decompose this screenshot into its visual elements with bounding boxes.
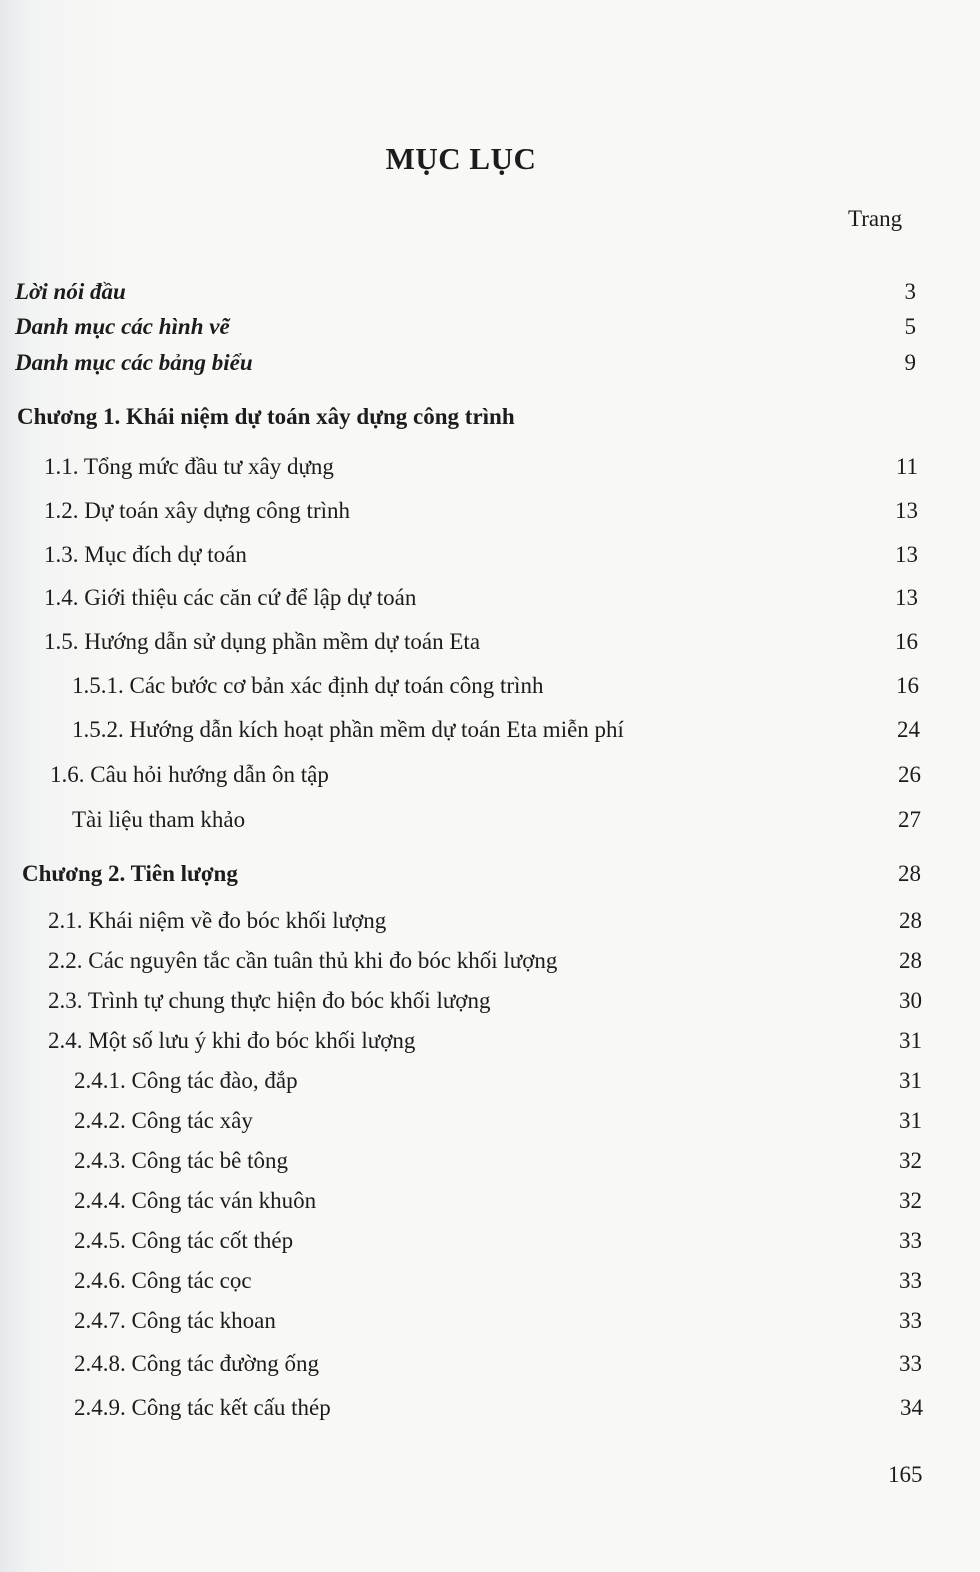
toc-entry bbox=[0, 948, 980, 984]
toc-entry bbox=[0, 1395, 980, 1431]
toc-entry-page: 27 bbox=[898, 807, 921, 832]
toc-entry bbox=[0, 988, 980, 1024]
toc-entry-page: 32 bbox=[899, 1188, 922, 1213]
toc-entry bbox=[0, 762, 980, 798]
toc-entry bbox=[0, 1028, 980, 1064]
toc-entry-page: 31 bbox=[899, 1108, 922, 1133]
page-title: MỤC LỤC bbox=[385, 141, 537, 176]
toc-entry-preface bbox=[0, 279, 980, 315]
toc-entry bbox=[0, 542, 980, 578]
toc-entry bbox=[0, 1108, 980, 1144]
toc-entry bbox=[0, 1268, 980, 1304]
toc-entry-text: 2.4.3. Công tác bê tông bbox=[74, 1148, 288, 1173]
toc-entry-text: 2.1. Khái niệm về đo bóc khối lượng bbox=[48, 908, 387, 933]
toc-entry-page: 28 bbox=[899, 948, 922, 973]
toc-entry-text: 2.4.4. Công tác ván khuôn bbox=[74, 1188, 317, 1213]
toc-entry-text: 2.3. Trình tự chung thực hiện đo bóc khối lượng bbox=[48, 988, 491, 1013]
toc-entry-page: 26 bbox=[898, 762, 921, 787]
toc-entry-text: 2.4.2. Công tác xây bbox=[74, 1108, 253, 1133]
toc-entry bbox=[0, 454, 980, 490]
toc-entry-text: 2.4.1. Công tác đào, đắp bbox=[74, 1068, 298, 1093]
toc-entry-page: 32 bbox=[899, 1148, 922, 1173]
toc-entry-text: Chương 2. Tiên lượng bbox=[22, 861, 238, 886]
toc-entry bbox=[0, 908, 980, 944]
toc-entry-page: 31 bbox=[899, 1028, 922, 1053]
toc-entry-text: 2.4.6. Công tác cọc bbox=[74, 1268, 252, 1293]
toc-entry-text: 2.4. Một số lưu ý khi đo bóc khối lượng bbox=[48, 1028, 416, 1053]
toc-entry bbox=[0, 807, 980, 843]
toc-entry-list-of-tables bbox=[0, 350, 980, 386]
toc-entry-page: 28 bbox=[898, 861, 921, 886]
toc-entry-list-of-figures bbox=[0, 314, 980, 350]
toc-entry bbox=[0, 1228, 980, 1264]
toc-entry-page: 5 bbox=[904, 314, 916, 339]
toc-entry-page: 31 bbox=[899, 1068, 922, 1093]
toc-entry-page: 34 bbox=[900, 1395, 923, 1420]
toc-entry bbox=[0, 1308, 980, 1344]
toc-entry-text: 1.2. Dự toán xây dựng công trình bbox=[44, 498, 350, 523]
toc-entry-page: 24 bbox=[897, 717, 920, 742]
toc-entry-text: 1.5. Hướng dẫn sử dụng phần mềm dự toán Eta bbox=[44, 629, 481, 654]
toc-entry-page: 11 bbox=[895, 454, 918, 479]
toc-chapter-2 bbox=[0, 861, 980, 897]
page-column-header: Trang bbox=[848, 206, 903, 231]
toc-entry-text: Chương 1. Khái niệm dự toán xây dựng công trình bbox=[17, 404, 515, 429]
toc-entry-text: 1.6. Câu hỏi hướng dẫn ôn tập bbox=[50, 762, 329, 787]
toc-entry bbox=[0, 585, 980, 621]
toc-entry-page: 30 bbox=[899, 988, 922, 1013]
toc-entry-page: 16 bbox=[896, 673, 919, 698]
toc-entry-text: Danh mục các bảng biểu bbox=[15, 350, 253, 375]
toc-entry-page: 33 bbox=[899, 1228, 922, 1253]
toc-entry bbox=[0, 673, 980, 709]
toc-entry-page: 28 bbox=[899, 908, 922, 933]
page-number: 165 bbox=[888, 1462, 923, 1487]
toc-entry-text: 2.2. Các nguyên tắc cần tuân thủ khi đo bóc khối lượng bbox=[48, 948, 558, 973]
toc-entry-text: 2.4.5. Công tác cốt thép bbox=[74, 1228, 294, 1253]
toc-entry-page: 13 bbox=[895, 585, 918, 610]
toc-entry-text: Lời nói đầu bbox=[15, 279, 126, 304]
toc-entry-text: 1.3. Mục đích dự toán bbox=[44, 542, 247, 567]
toc-chapter-1 bbox=[0, 404, 980, 440]
toc-entry bbox=[0, 498, 980, 534]
toc-entry-page: 13 bbox=[895, 498, 918, 523]
toc-entry bbox=[0, 1148, 980, 1184]
toc-entry bbox=[0, 717, 980, 753]
toc-entry-page: 13 bbox=[895, 542, 918, 567]
toc-entry bbox=[0, 1188, 980, 1224]
toc-entry-text: 1.5.2. Hướng dẫn kích hoạt phần mềm dự toán Eta miễn phí bbox=[72, 717, 624, 742]
toc-entry-text: Danh mục các hình vẽ bbox=[15, 314, 230, 339]
toc-entry-text: 2.4.8. Công tác đường ống bbox=[74, 1351, 320, 1376]
toc-entry bbox=[0, 1351, 980, 1387]
toc-entry-page: 33 bbox=[899, 1268, 922, 1293]
toc-entry-text: 2.4.7. Công tác khoan bbox=[74, 1308, 276, 1333]
toc-entry-page: 9 bbox=[904, 350, 916, 375]
toc-entry bbox=[0, 629, 980, 665]
toc-entry-text: Tài liệu tham khảo bbox=[72, 807, 246, 832]
toc-entry-text: 1.5.1. Các bước cơ bản xác định dự toán công trình bbox=[72, 673, 544, 698]
toc-entry-page: 16 bbox=[895, 629, 918, 654]
toc-entry bbox=[0, 1068, 980, 1104]
toc-entry-page: 33 bbox=[899, 1351, 922, 1376]
toc-entry-text: 1.4. Giới thiệu các căn cứ để lập dự toán bbox=[44, 585, 417, 610]
toc-entry-page: 3 bbox=[904, 279, 916, 304]
toc-entry-text: 2.4.9. Công tác kết cấu thép bbox=[74, 1395, 331, 1420]
toc-entry-text: 1.1. Tổng mức đầu tư xây dựng bbox=[44, 454, 334, 479]
toc-entry-page: 33 bbox=[899, 1308, 922, 1333]
